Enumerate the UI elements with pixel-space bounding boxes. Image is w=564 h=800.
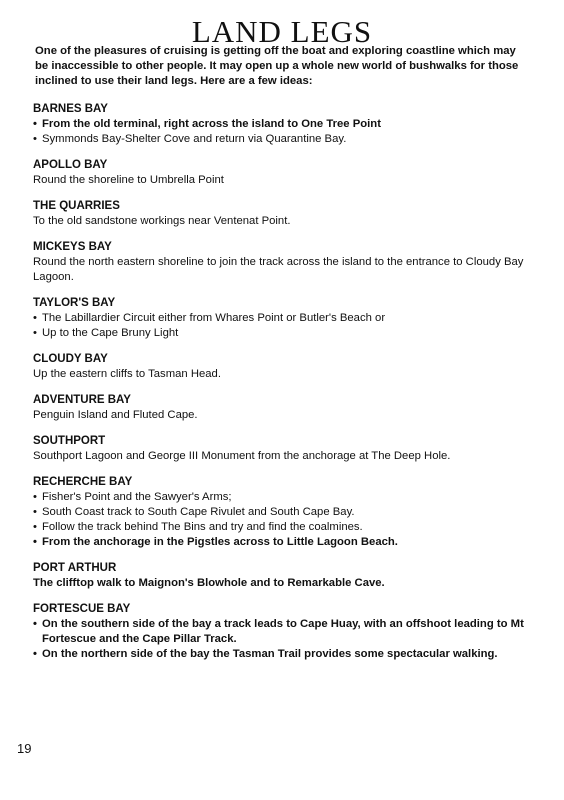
item-text: On the northern side of the bay the Tasman Trail provides some spectacular walking.: [42, 648, 498, 660]
intro-paragraph: One of the pleasures of cruising is getting off the boat and exploring coastline which may be inaccessible to other people. It may open up a whole new world of bushwalks for those inclined to use their land legs. Here are a few ideas:: [35, 45, 519, 87]
walk-section: [33, 296, 533, 341]
section-heading: MICKEYS BAY: [33, 241, 112, 253]
section-heading: THE QUARRIES: [33, 200, 120, 212]
section-heading: PORT ARTHUR: [33, 562, 117, 574]
section-heading: BARNES BAY: [33, 103, 108, 115]
item-text: Symmonds Bay-Shelter Cove and return via Quarantine Bay.: [42, 133, 347, 145]
bullet-icon: •: [33, 618, 37, 630]
walk-section: [33, 240, 533, 285]
description-line: [33, 576, 533, 591]
bullet-item: [33, 326, 533, 341]
item-text: To the old sandstone workings near Ventenat Point.: [33, 215, 291, 227]
item-text: From the old terminal, right across the island to One Tree Point: [42, 118, 381, 130]
bullet-icon: •: [33, 521, 37, 533]
bullet-item: [33, 311, 533, 326]
bullet-item: [33, 617, 533, 647]
bullet-icon: •: [33, 648, 37, 660]
section-heading: ADVENTURE BAY: [33, 394, 131, 406]
item-text: Penguin Island and Fluted Cape.: [33, 409, 198, 421]
section-heading: SOUTHPORT: [33, 435, 106, 447]
bullet-icon: •: [33, 133, 37, 145]
item-text: The clifftop walk to Maignon's Blowhole and to Remarkable Cave.: [33, 577, 385, 589]
description-line: [33, 255, 533, 285]
bullet-icon: •: [33, 491, 37, 503]
bullet-icon: •: [33, 327, 37, 339]
description-line: [33, 449, 533, 464]
page-title: LAND LEGS: [191, 14, 373, 49]
bullet-icon: •: [33, 536, 37, 548]
section-heading: RECHERCHE BAY: [33, 476, 133, 488]
item-text: South Coast track to South Cape Rivulet and South Cape Bay.: [42, 506, 355, 518]
bullet-item: [33, 535, 533, 550]
page-number: 19: [17, 741, 32, 756]
section-heading: TAYLOR'S BAY: [33, 297, 116, 309]
description-line: [33, 214, 533, 229]
bullet-item: [33, 490, 533, 505]
bullet-icon: •: [33, 312, 37, 324]
description-line: [33, 408, 533, 423]
walk-section: [33, 158, 533, 188]
walk-section: [33, 434, 533, 464]
item-text: Round the shoreline to Umbrella Point: [33, 174, 224, 186]
section-heading: CLOUDY BAY: [33, 353, 108, 365]
item-text: Follow the track behind The Bins and try and find the coalmines.: [42, 521, 363, 533]
section-heading: APOLLO BAY: [33, 159, 108, 171]
walk-sections-list: [33, 102, 533, 673]
item-text: Fisher's Point and the Sawyer's Arms;: [42, 491, 232, 503]
bullet-icon: •: [33, 506, 37, 518]
walk-section: [33, 352, 533, 382]
bullet-item: [33, 520, 533, 535]
description-line: [33, 367, 533, 382]
bullet-item: [33, 647, 533, 662]
walk-section: [33, 393, 533, 423]
item-text: Up to the Cape Bruny Light: [42, 327, 179, 339]
item-text: From the anchorage in the Pigstles across to Little Lagoon Beach.: [42, 536, 398, 548]
bullet-item: [33, 117, 533, 132]
section-heading: FORTESCUE BAY: [33, 603, 131, 615]
walk-section: [33, 561, 533, 591]
walk-section: [33, 102, 533, 147]
bullet-icon: •: [33, 118, 37, 130]
item-text: Up the eastern cliffs to Tasman Head.: [33, 368, 221, 380]
item-text: On the southern side of the bay a track leads to Cape Huay, with an offshoot leading to Mt Fortescue and the Cape Pillar Track.: [42, 618, 524, 645]
description-line: [33, 173, 533, 188]
item-text: The Labillardier Circuit either from Whares Point or Butler's Beach or: [42, 312, 386, 324]
walk-section: [33, 475, 533, 550]
bullet-item: [33, 132, 533, 147]
item-text: Southport Lagoon and George III Monument from the anchorage at The Deep Hole.: [33, 450, 451, 462]
walk-section: [33, 199, 533, 229]
bullet-item: [33, 505, 533, 520]
walk-section: [33, 602, 533, 662]
item-text: Round the north eastern shoreline to join the track across the island to the entrance to Cloudy Bay Lagoon.: [33, 256, 524, 283]
